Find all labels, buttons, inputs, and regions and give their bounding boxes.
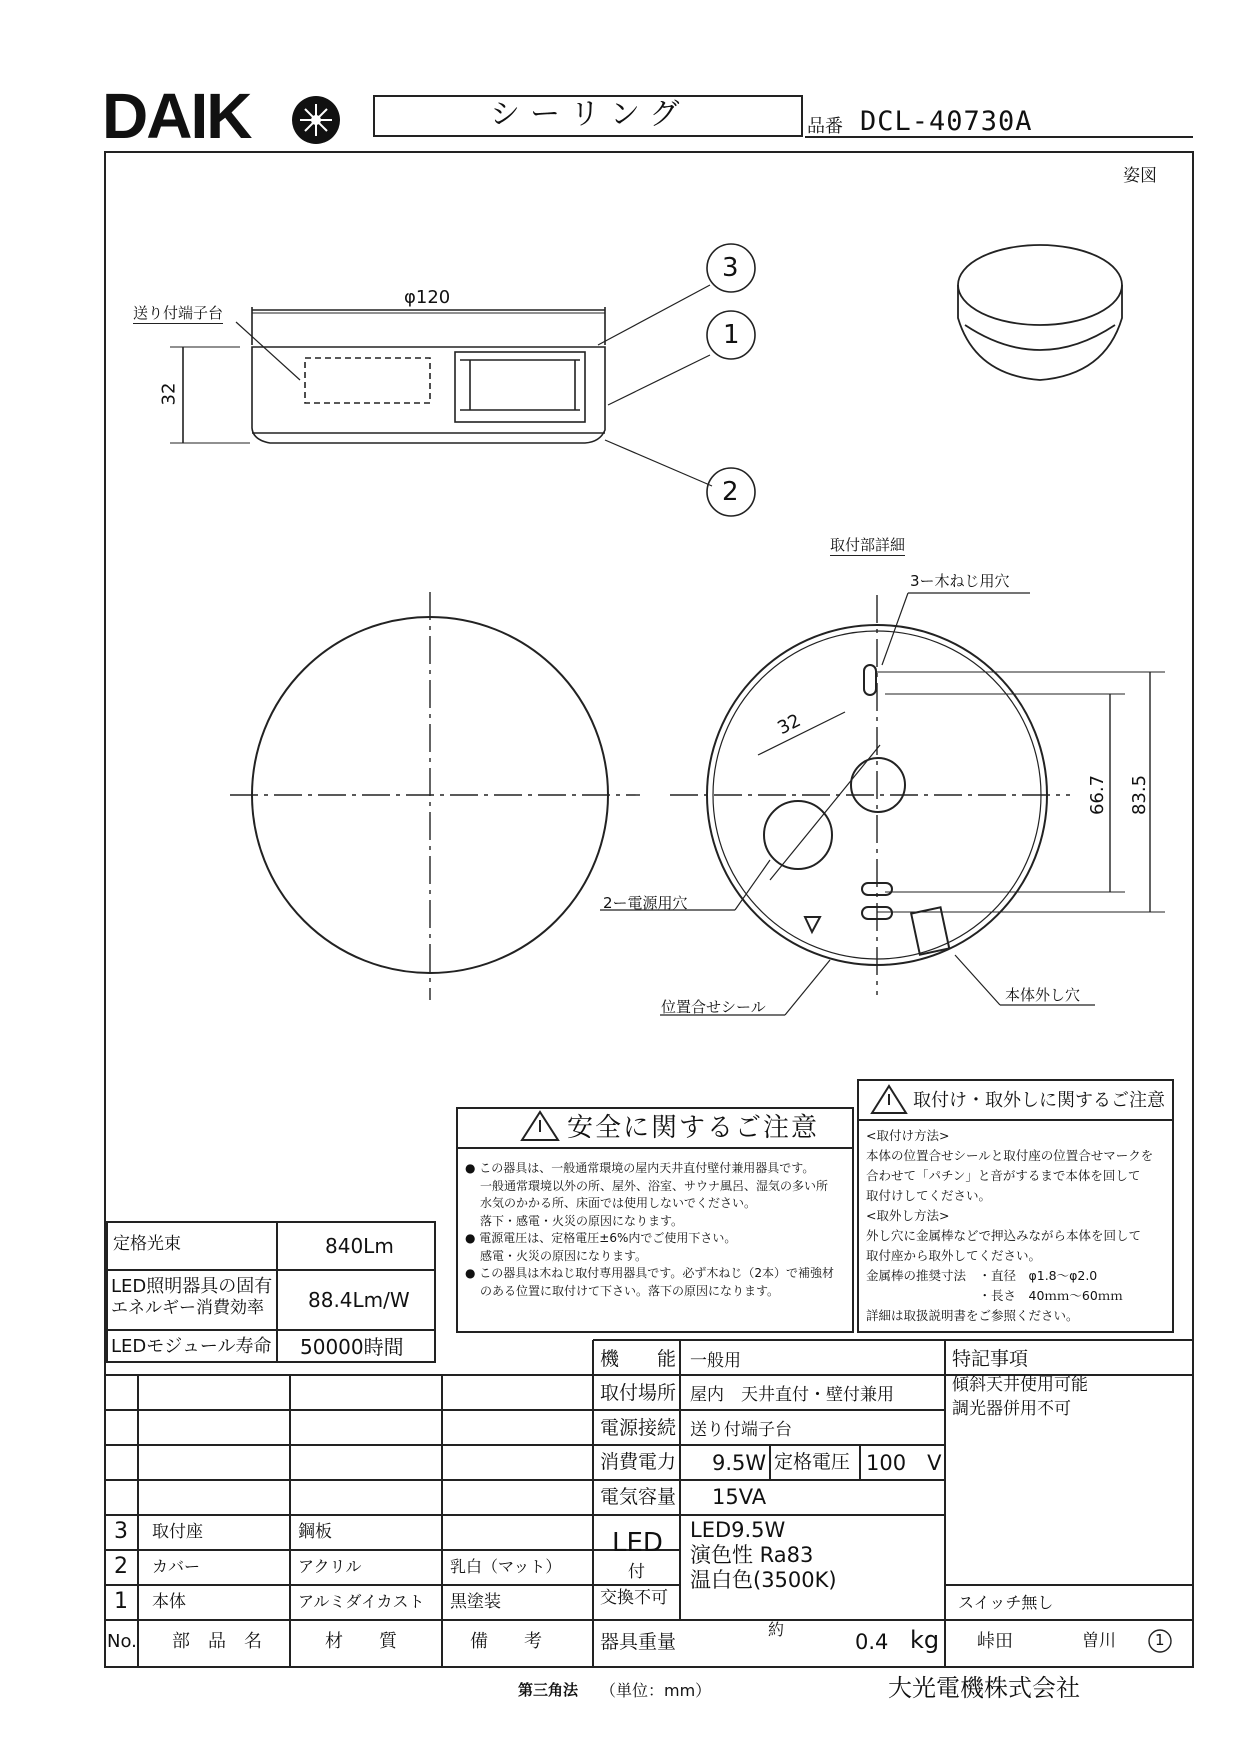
- callout-2: 2: [722, 477, 739, 507]
- spec-rated-voltage-label: 定格電圧: [774, 1451, 851, 1473]
- side-view: [170, 244, 755, 516]
- signature-2: 曽川: [1082, 1631, 1116, 1651]
- part-material-3: 鋼板: [298, 1522, 332, 1542]
- install-line: <取付け方法>: [866, 1128, 950, 1143]
- part-no-1: 1: [114, 1589, 128, 1614]
- spec-weight-value: 0.4: [855, 1630, 889, 1654]
- spec-led-label: LED: [612, 1528, 663, 1558]
- spec-power-conn-label: 電源接続: [600, 1417, 677, 1439]
- install-line: 取付座から取外してください。: [866, 1248, 1042, 1263]
- notes-line2: 調光器併用不可: [952, 1399, 1071, 1419]
- part-name-2: カバー: [152, 1557, 201, 1576]
- spec-capacity-label: 電気容量: [600, 1486, 677, 1508]
- safety-line: 一般通常環境以外の所、屋外、浴室、サウナ風呂、湿気の多い所: [480, 1178, 829, 1193]
- mount-detail-title: 取付部詳細: [830, 536, 906, 554]
- release-hole-label: 本体外し穴: [1005, 986, 1081, 1004]
- mount-view: [600, 593, 1165, 1015]
- perf-label-flux: 定格光束: [113, 1234, 181, 1254]
- notes-switch: スイッチ無し: [958, 1593, 1054, 1612]
- install-title: 取付け・取外しに関するご注意: [913, 1090, 1165, 1111]
- part-material-1: アルミダイカスト: [298, 1592, 425, 1611]
- power-holes-label: 2ー電源用穴: [603, 894, 688, 912]
- safety-title: 安全に関するご注意: [567, 1113, 820, 1143]
- height-dim: 32: [158, 382, 180, 406]
- safety-line: ● 電源電圧は、定格電圧±6%内でご使用下さい。: [465, 1231, 737, 1245]
- part-note-1: 黒塗装: [450, 1592, 501, 1612]
- install-line: 本体の位置合せシールと取付座の位置合せマークを: [866, 1148, 1154, 1163]
- header-name: 部 品 名: [172, 1631, 262, 1652]
- perf-label-efficiency-1: LED照明器具の固有: [111, 1276, 273, 1297]
- header-no: No.: [107, 1631, 137, 1652]
- safety-text: [465, 1160, 850, 1300]
- header-note: 備 考: [470, 1631, 542, 1652]
- spec-led-line2: 演色性 Ra83: [690, 1543, 814, 1567]
- spec-led-line1: LED9.5W: [690, 1518, 786, 1542]
- spec-function-label: 機 能: [600, 1348, 677, 1370]
- safety-line: 水気のかかる所、床面では使用しないでください。: [480, 1196, 757, 1210]
- diameter-dim: φ120: [404, 287, 451, 308]
- spec-rated-voltage-value: 100 V: [866, 1451, 942, 1475]
- unit-label: （単位：mm）: [600, 1681, 712, 1700]
- install-line: ・長さ 40ｍｍ～60ｍｍ: [866, 1288, 1123, 1303]
- notes-title: 特記事項: [952, 1348, 1029, 1370]
- alignment-seal-label: 位置合せシール: [661, 998, 766, 1016]
- part-no-2: 2: [114, 1554, 128, 1579]
- part-material-2: アクリル: [298, 1557, 362, 1576]
- safety-line: 落下・感電・火災の原因になります。: [480, 1213, 684, 1228]
- spec-consumption-label: 消費電力: [600, 1451, 677, 1473]
- revision-mark: 1: [1155, 1631, 1165, 1649]
- safety-line: 感電・火災の原因になります。: [480, 1248, 648, 1263]
- brand-logo: DAIK: [102, 80, 251, 152]
- header-material: 材 質: [325, 1631, 397, 1652]
- projection-label: 第三角法: [518, 1681, 579, 1699]
- safety-line: ● この器具は、一般通常環境の屋内天井直付壁付兼用器具です。: [465, 1161, 815, 1175]
- spec-place-label: 取付場所: [600, 1382, 677, 1404]
- part-name-1: 本体: [152, 1592, 186, 1612]
- part-number: DCL-40730A: [860, 106, 1033, 137]
- spec-led-line3: 温白色(3500K): [690, 1568, 837, 1592]
- dim-32-mount: 32: [774, 709, 805, 740]
- spec-capacity-value: 15VA: [712, 1485, 767, 1509]
- install-line: <取外し方法>: [866, 1208, 950, 1223]
- callout-3: 3: [722, 253, 739, 283]
- part-note-2: 乳白（マット）: [450, 1557, 562, 1576]
- front-view: [230, 592, 640, 1000]
- install-text: [866, 1126, 1171, 1326]
- dim-66-7: 66.7: [1087, 774, 1109, 816]
- safety-line: ● この器具は木ねじ取付専用器具です。必ず木ねじ（2本）で補強材: [465, 1266, 834, 1280]
- install-line: 金属棒の推奨寸法 ・直径 φ1.8～φ2.0: [866, 1268, 1098, 1283]
- notes-line1: 傾斜天井使用可能: [952, 1375, 1088, 1395]
- part-label: 品番: [807, 116, 843, 137]
- screw-holes-label: 3ー木ねじ用穴: [910, 572, 1010, 590]
- install-line: 合わせて「パチン」と音がするまで本体を回して: [866, 1168, 1141, 1183]
- spec-function-value: 一般用: [690, 1351, 741, 1371]
- signature-1: 峠田: [977, 1631, 1013, 1652]
- perf-label-life: LEDモジュール寿命: [111, 1336, 272, 1357]
- perf-value-life: 50000時間: [300, 1335, 404, 1359]
- part-no-3: 3: [114, 1519, 128, 1544]
- spec-weight-label: 器具重量: [600, 1631, 677, 1653]
- spec-power-conn-value: 送り付端子台: [690, 1420, 792, 1440]
- install-line: 取付けしてください。: [866, 1188, 992, 1203]
- spec-led-label-sub: 付: [628, 1562, 645, 1582]
- perf-value-efficiency: 88.4Lm/W: [308, 1288, 410, 1312]
- spec-weight-unit: kg: [910, 1626, 940, 1654]
- view-label: 姿図: [1123, 166, 1157, 186]
- spec-weight-approx: 約: [768, 1620, 785, 1639]
- perf-value-flux: 840Lm: [325, 1234, 394, 1258]
- page-title: シーリング: [490, 97, 690, 132]
- terminal-label: 送り付端子台: [133, 304, 224, 322]
- safety-line: のある位置に取付けて下さい。落下の原因になります。: [480, 1283, 780, 1298]
- spec-place-value: 屋内 天井直付・壁付兼用: [690, 1385, 894, 1405]
- spec-consumption-value: 9.5W: [712, 1451, 767, 1475]
- install-line: 外し穴に金属棒などで押込みながら本体を回して: [866, 1228, 1142, 1243]
- spec-led-label-replace: 交換不可: [600, 1588, 668, 1608]
- dim-83-5: 83.5: [1129, 774, 1151, 816]
- part-name-3: 取付座: [152, 1522, 203, 1542]
- install-line: 詳細は取扱説明書をご参照ください。: [866, 1308, 1079, 1323]
- logo-sunburst-icon: [292, 96, 340, 144]
- callout-1: 1: [723, 320, 740, 350]
- iso-view: [958, 245, 1122, 380]
- perf-label-efficiency-2: エネルギー消費効率: [111, 1298, 264, 1318]
- company-name: 大光電機株式会社: [888, 1674, 1080, 1702]
